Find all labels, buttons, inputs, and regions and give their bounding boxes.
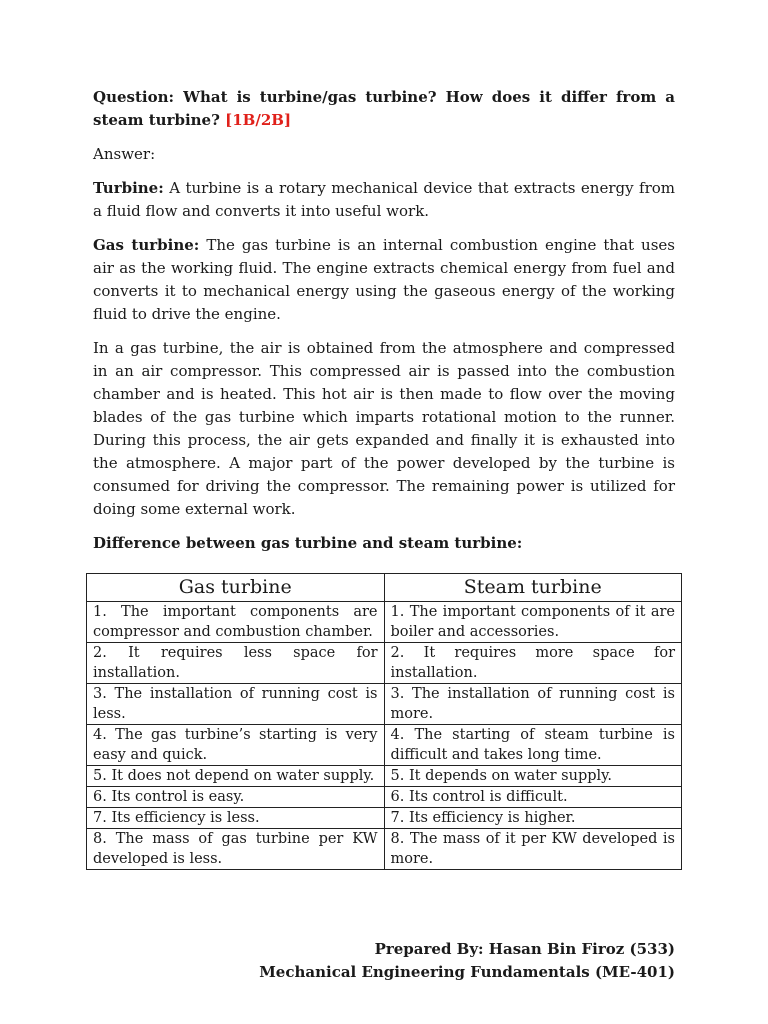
footer-course: Mechanical Engineering Fundamentals (ME-401) <box>259 963 675 981</box>
question-tag: [1B/2B] <box>225 111 292 129</box>
steam-cell: 8. The mass of it per KW developed is more. <box>384 829 682 870</box>
gas-cell: 5. It does not depend on water supply. <box>87 766 385 787</box>
turbine-text: A turbine is a rotary mechanical device that extracts energy from a fluid flow and converts it into useful work. <box>93 179 675 220</box>
process-paragraph: In a gas turbine, the air is obtained from the atmosphere and compressed in an air compressor. This compressed air is passed into the combustion chamber and is heated. This hot air is then made to flow over the moving blades of the gas turbine which imparts rotational motion to the runner. During this process, the air gets expanded and finally it is exhausted into the atmosphere. A major part of the power developed by the turbine is consumed for driving the compressor. The remaining power is utilized for doing some external work. <box>93 339 675 518</box>
steam-cell: 5. It depends on water supply. <box>384 766 682 787</box>
difference-heading: Difference between gas turbine and steam turbine: <box>93 534 523 552</box>
question <box>93 86 675 132</box>
steam-cell: 6. Its control is difficult. <box>384 787 682 808</box>
table-row <box>87 808 682 829</box>
turbine-term: Turbine: <box>93 179 164 197</box>
turbine-definition <box>93 177 675 223</box>
gas-cell: 2. It requires less space for installation. <box>87 643 385 684</box>
gas-cell: 3. The installation of running cost is less. <box>87 684 385 725</box>
header-gas-turbine: Gas turbine <box>87 574 385 602</box>
steam-cell: 4. The starting of steam turbine is difficult and takes long time. <box>384 725 682 766</box>
gas-cell: 7. Its efficiency is less. <box>87 808 385 829</box>
table-row <box>87 602 682 643</box>
footer-author: Prepared By: Hasan Bin Firoz (533) <box>374 940 675 958</box>
header-steam-turbine: Steam turbine <box>384 574 682 602</box>
gas-cell: 8. The mass of gas turbine per KW developed is less. <box>87 829 385 870</box>
gas-cell: 6. Its control is easy. <box>87 787 385 808</box>
gas-cell: 4. The gas turbine’s starting is very easy and quick. <box>87 725 385 766</box>
steam-cell: 1. The important components of it are boiler and accessories. <box>384 602 682 643</box>
table-row <box>87 787 682 808</box>
footer-credits <box>259 938 675 984</box>
answer-label: Answer: <box>93 145 156 163</box>
document-body <box>93 86 675 566</box>
steam-cell: 2. It requires more space for installation. <box>384 643 682 684</box>
table-row <box>87 643 682 684</box>
table-header-row <box>87 574 682 602</box>
question-label: Question: <box>93 88 175 106</box>
table-row <box>87 684 682 725</box>
table-row <box>87 829 682 870</box>
gas-turbine-definition <box>93 234 675 326</box>
table-row <box>87 725 682 766</box>
steam-cell: 3. The installation of running cost is more. <box>384 684 682 725</box>
comparison-table <box>86 573 682 870</box>
question-text: What is turbine/gas turbine? How does it differ from a steam turbine? <box>93 88 675 129</box>
table-row <box>87 766 682 787</box>
gas-turbine-text: The gas turbine is an internal combustion engine that uses air as the working fluid. The engine extracts chemical energy from fuel and converts it to mechanical energy using the gaseous energy of the working fluid to drive the engine. <box>93 236 675 323</box>
steam-cell: 7. Its efficiency is higher. <box>384 808 682 829</box>
gas-turbine-term: Gas turbine: <box>93 236 200 254</box>
gas-cell: 1. The important components are compressor and combustion chamber. <box>87 602 385 643</box>
